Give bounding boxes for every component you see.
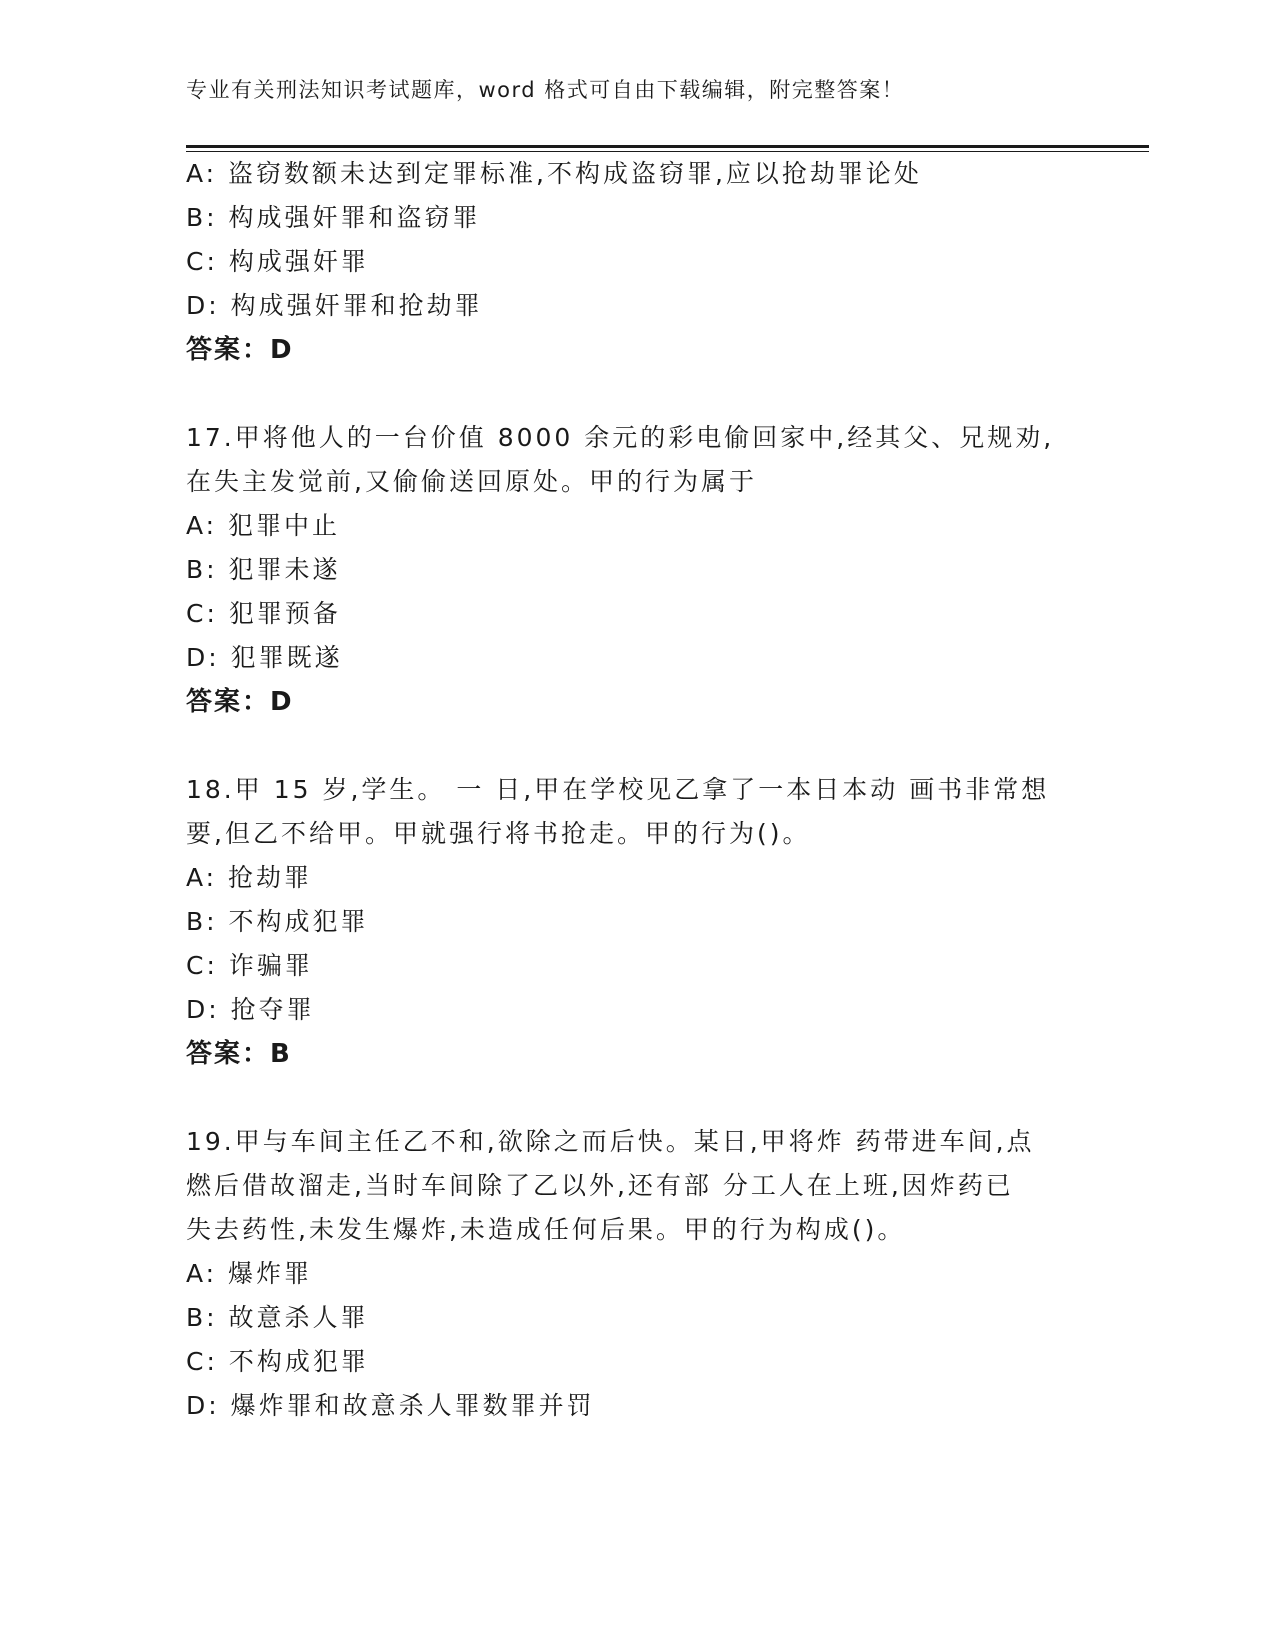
q16-option-b: B: 构成强奸罪和盗窃罪 [186,203,481,232]
q18-stem-line-2: 要,但乙不给甲。甲就强行将书抢走。甲的行为()。 [186,819,811,848]
q17-option-b: B: 犯罪未遂 [186,555,341,584]
q19-stem-line-3: 失去药性,未发生爆炸,未造成任何后果。甲的行为构成()。 [186,1215,906,1244]
q17-stem-line-1: 17.甲将他人的一台价值 8000 余元的彩电偷回家中,经其父、兄规劝, [186,423,1055,452]
q18-option-b: B: 不构成犯罪 [186,907,369,936]
q18-option-c: C: 诈骗罪 [186,951,313,980]
q18-option-a: A: 抢劫罪 [186,863,313,892]
q18-answer: 答案：B [186,1039,292,1069]
q19-option-b: B: 故意杀人罪 [186,1303,369,1332]
document-header: 专业有关刑法知识考试题库，word 格式可自由下载编辑，附完整答案！ [186,78,905,102]
q16-option-c: C: 构成强奸罪 [186,247,369,276]
q17-option-a: A: 犯罪中止 [186,511,341,540]
header-rule-thick [186,145,1149,148]
q18-option-d: D: 抢夺罪 [186,995,315,1024]
q17-answer: 答案：D [186,687,294,717]
q19-stem-line-2: 燃后借故溜走,当时车间除了乙以外,还有部 分工人在上班,因炸药已 [186,1171,1014,1200]
q16-option-a: A: 盗窃数额未达到定罪标准,不构成盗窃罪,应以抢劫罪论处 [186,159,922,188]
q16-option-d: D: 构成强奸罪和抢劫罪 [186,291,483,320]
header-rule-thin [186,151,1149,152]
q17-option-c: C: 犯罪预备 [186,599,341,628]
q19-option-a: A: 爆炸罪 [186,1259,313,1288]
q16-answer: 答案：D [186,335,294,365]
q19-stem-line-1: 19.甲与车间主任乙不和,欲除之而后快。某日,甲将炸 药带进车间,点 [186,1127,1035,1156]
q19-option-c: C: 不构成犯罪 [186,1347,369,1376]
q17-option-d: D: 犯罪既遂 [186,643,343,672]
q17-stem-line-2: 在失主发觉前,又偷偷送回原处。甲的行为属于 [186,467,757,496]
q19-option-d: D: 爆炸罪和故意杀人罪数罪并罚 [186,1391,595,1420]
q18-stem-line-1: 18.甲 15 岁,学生。 一 日,甲在学校见乙拿了一本日本动 画书非常想 [186,775,1050,804]
